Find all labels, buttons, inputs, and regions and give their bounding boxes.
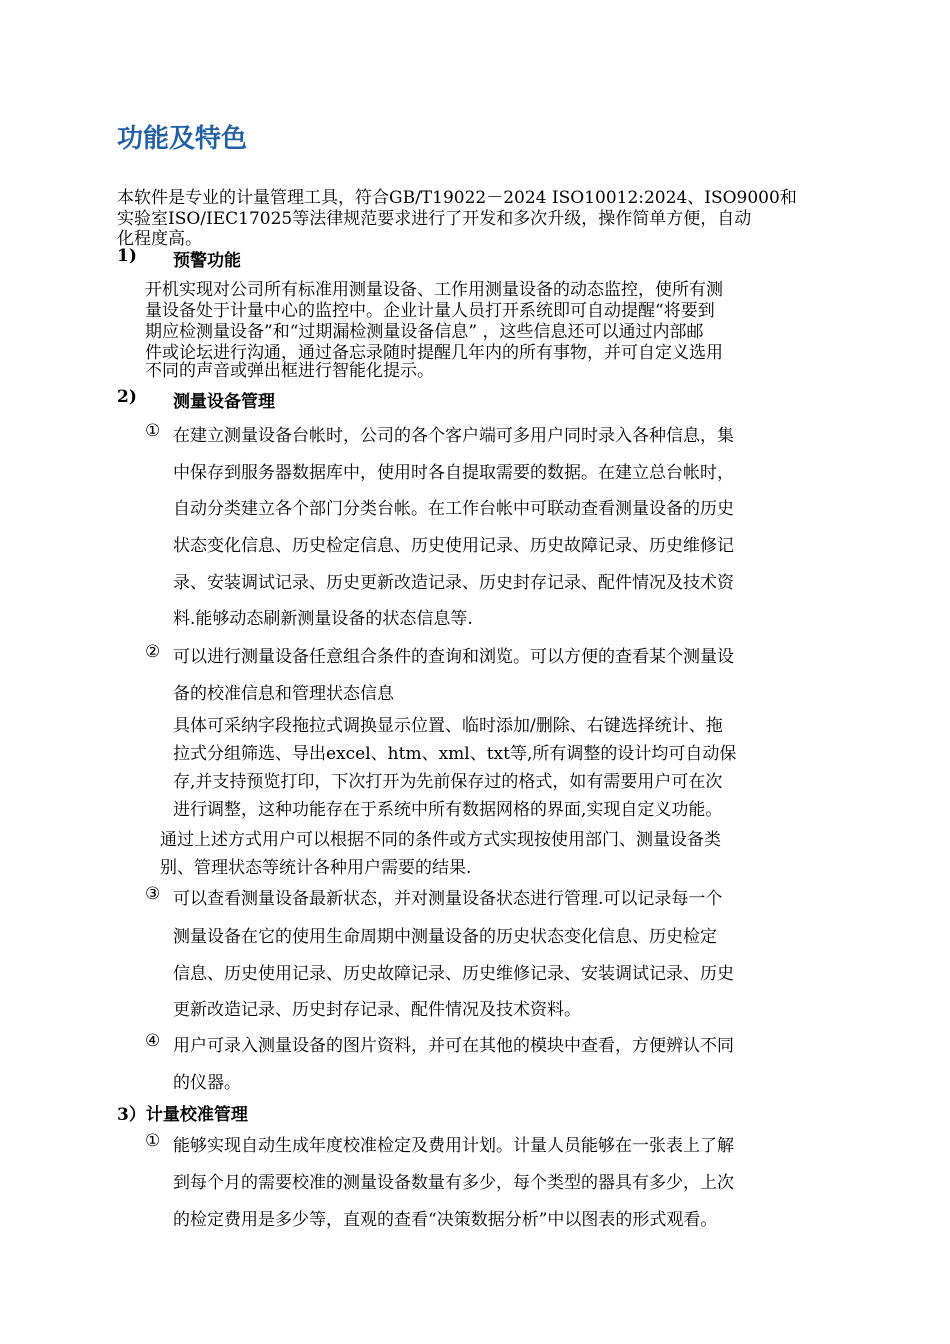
list-item-line: 的仪器。 — [173, 1073, 241, 1093]
paragraph-line: 别、管理状态等统计各种用户需要的结果. — [160, 858, 472, 878]
paragraph-line: 件或论坛进行沟通，通过备忘录随时提醒几年内的所有事物，并可自定义选用 — [145, 343, 723, 363]
list-item-line: 测量设备在它的使用生命周期中测量设备的历史状态变化信息、历史检定 — [173, 927, 717, 947]
list-marker: ② — [145, 642, 161, 662]
list-item-line: 进行调整，这种功能存在于系统中所有数据网格的界面,实现自定义功能。 — [173, 800, 723, 820]
list-item-line: 可以进行测量设备任意组合条件的查询和浏览。可以方便的查看某个测量设 — [173, 647, 734, 667]
paragraph-line: 期应检测量设备”和“过期漏检测量设备信息” ，这些信息还可以通过内部邮 — [145, 322, 704, 342]
paragraph-line: 通过上述方式用户可以根据不同的条件或方式实现按使用部门、测量设备类 — [160, 830, 721, 850]
list-item-line: 具体可采纳字段拖拉式调换显示位置、临时添加/删除、右键选择统计、拖 — [173, 716, 723, 736]
section-number: 2) — [117, 387, 137, 407]
list-marker: ① — [145, 421, 161, 441]
list-item-line: 自动分类建立各个部门分类台帐。在工作台帐中可联动查看测量设备的历史 — [173, 499, 734, 519]
list-item-line: 的检定费用是多少等，直观的查看“决策数据分析”中以图表的形式观看。 — [173, 1210, 718, 1230]
section-number: 1) — [117, 246, 137, 266]
paragraph-line: 不同的声音或弹出框进行智能化提示。 — [145, 361, 434, 381]
list-item-line: 存,并支持预览打印，下次打开为先前保存过的格式，如有需要用户可在次 — [173, 772, 723, 792]
list-item-line: 中保存到服务器数据库中，使用时各自提取需要的数据。在建立总台帐时， — [173, 463, 734, 483]
list-item-line: 更新改造记录、历史封存记录、配件情况及技术资料。 — [173, 1000, 581, 1020]
list-item-line: 料.能够动态刷新测量设备的状态信息等. — [173, 609, 473, 629]
list-item-line: 录、安装调试记录、历史更新改造记录、历史封存记录、配件情况及技术资 — [173, 573, 734, 593]
intro-line: 实验室ISO/IEC17025等法律规范要求进行了开发和多次升级，操作简单方便，自动 — [117, 209, 752, 229]
list-item-line: 到每个月的需要校准的测量设备数量有多少，每个类型的器具有多少，上次 — [173, 1173, 734, 1193]
list-marker: ① — [145, 1131, 161, 1151]
page-title: 功能及特色 — [117, 124, 248, 154]
list-item-line: 能够实现自动生成年度校准检定及费用计划。计量人员能够在一张表上了解 — [173, 1136, 734, 1156]
list-item-line: 状态变化信息、历史检定信息、历史使用记录、历史故障记录、历史维修记 — [173, 536, 734, 556]
paragraph-line: 开机实现对公司所有标准用测量设备、工作用测量设备的动态监控，使所有测 — [145, 280, 723, 300]
section-heading: 预警功能 — [173, 251, 241, 271]
section-heading: 3）计量校准管理 — [117, 1105, 248, 1125]
intro-line: 本软件是专业的计量管理工具，符合GB/T19022－2024 ISO10012:2024、ISO9000和 — [117, 188, 797, 208]
list-marker: ③ — [145, 884, 161, 904]
list-item-line: 拉式分组筛选、导出excel、htm、xml、txt等,所有调整的设计均可自动保 — [173, 744, 737, 764]
list-item-line: 信息、历史使用记录、历史故障记录、历史维修记录、安装调试记录、历史 — [173, 964, 734, 984]
list-item-line: 用户可录入测量设备的图片资料，并可在其他的模块中查看，方便辨认不同 — [173, 1036, 734, 1056]
list-item-line: 可以查看测量设备最新状态，并对测量设备状态进行管理.可以记录每一个 — [173, 889, 723, 909]
list-marker: ④ — [145, 1031, 161, 1051]
list-item-line: 在建立测量设备台帐时，公司的各个客户端可多用户同时录入各种信息，集 — [173, 426, 734, 446]
section-heading: 测量设备管理 — [173, 392, 275, 412]
paragraph-line: 量设备处于计量中心的监控中。企业计量人员打开系统即可自动提醒“将要到 — [145, 301, 715, 321]
intro-line: 化程度高。 — [117, 229, 202, 249]
list-item-line: 备的校准信息和管理状态信息 — [173, 684, 394, 704]
